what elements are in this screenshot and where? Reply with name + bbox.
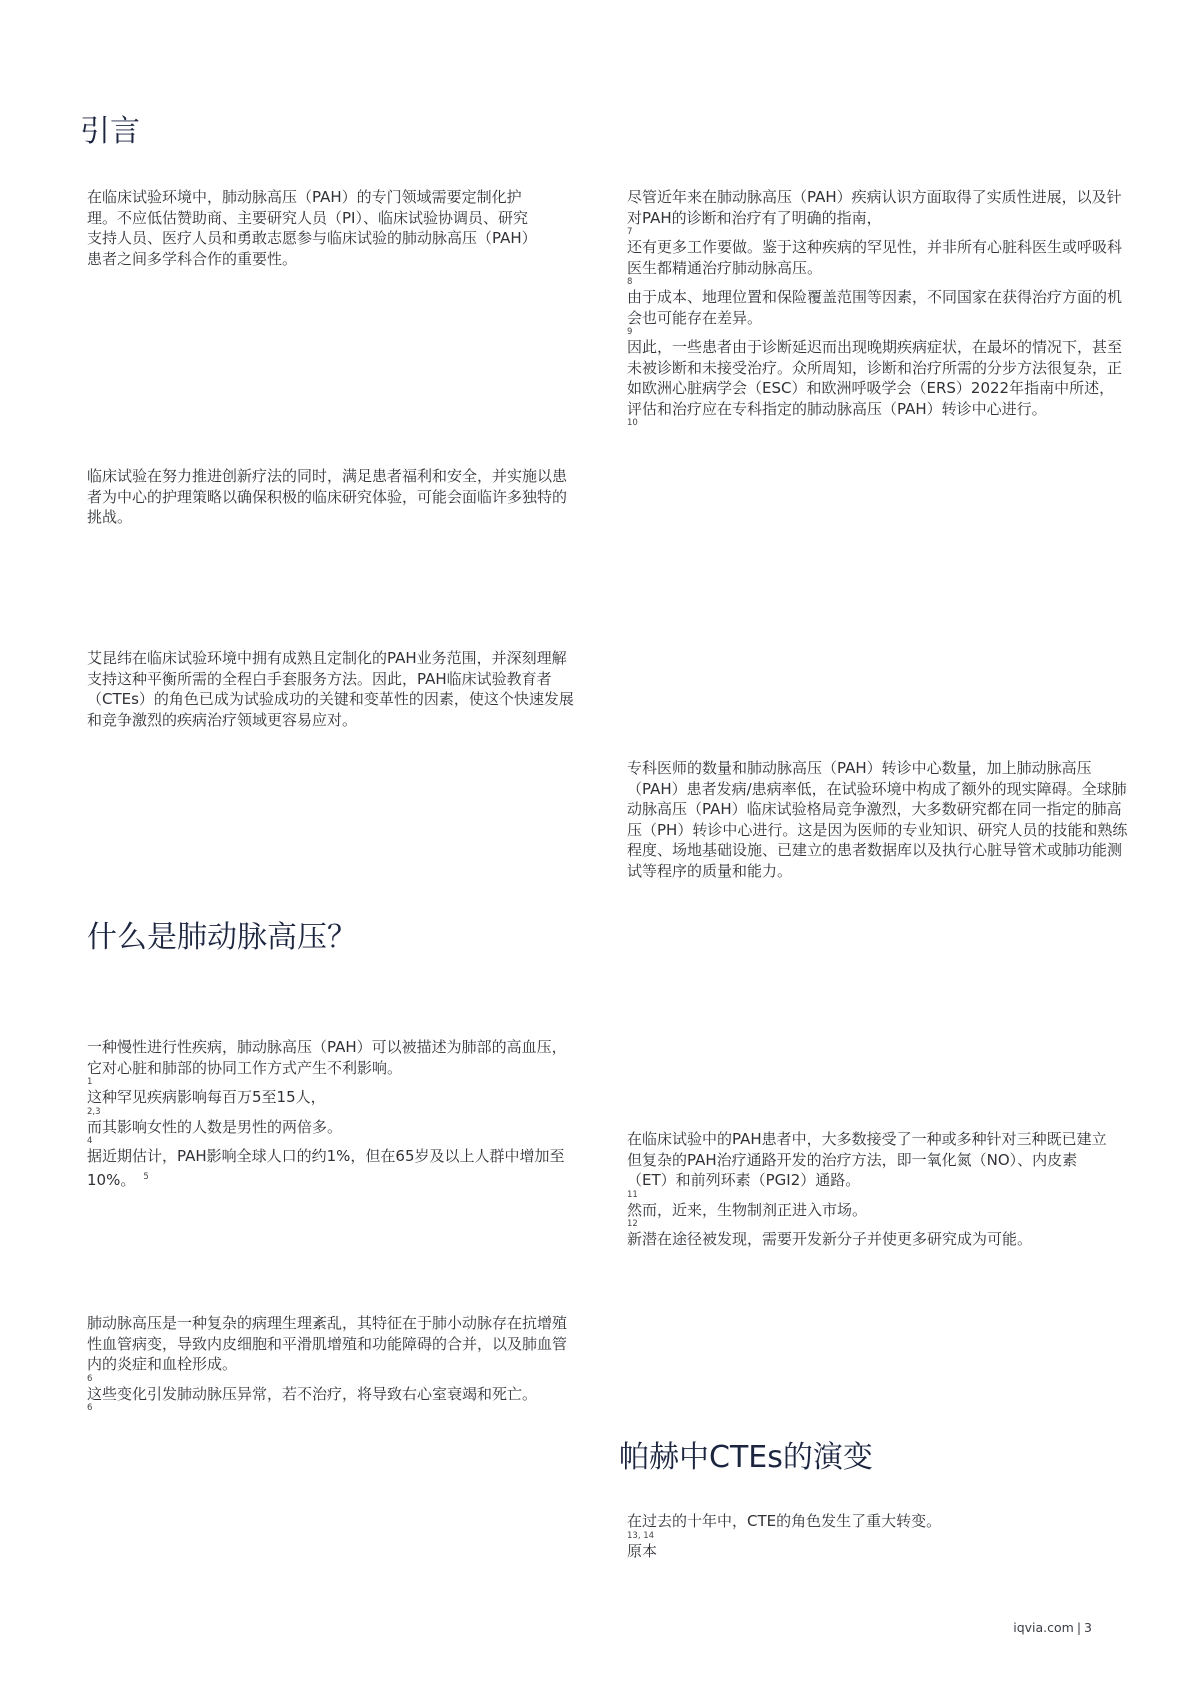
citation-5: 5 <box>143 1171 149 1182</box>
pah-definition-paragraph <box>87 1037 579 1190</box>
right-p1-text-1: 尽管近年来在肺动脉高压（PAH）疾病认识方面取得了实质性进展，以及针对PAH的诊断和治疗有了明确的指南， <box>627 188 1122 227</box>
right-p3-text-2: 然而，近来，生物制剂正进入市场。 <box>627 1200 868 1219</box>
pah-pathology-text-2: 这些变化引发肺动脉压异常，若不治疗，将导致右心室衰竭和死亡。 <box>87 1384 538 1403</box>
intro-paragraph-2: 临床试验在努力推进创新疗法的同时，满足患者福利和安全，并实施以患者为中心的护理策略以确保积极的临床研究体验，可能会面临许多独特的挑战。 <box>87 467 568 526</box>
pah-pathology-text-1: 肺动脉高压是一种复杂的病理生理紊乱，其特征在于肺小动脉存在抗增殖性血管病变，导致内皮细胞和平滑肌增殖和功能障碍的合并，以及肺血管内的炎症和血栓形成。 <box>87 1314 568 1373</box>
pah-definition-text-4-body: 据近期估计，PAH影响全球人口的约1%，但在65岁及以上人群中增加至10%。 <box>87 1147 565 1189</box>
citation-12: 12 <box>627 1219 638 1229</box>
citation-7: 7 <box>627 227 633 237</box>
right-p4-text-1: 在过去的十年中，CTE的角色发生了重大转变。 <box>627 1512 942 1530</box>
right-paragraph-3 <box>627 1129 1114 1250</box>
pah-definition-text-2: 这种罕见疾病影响每百万5至15人， <box>87 1088 326 1106</box>
page-number: 3 <box>1084 1620 1092 1635</box>
right-p3-text-1: 在临床试验中的PAH患者中，大多数接受了一种或多种针对三种既已建立但复杂的PAH治疗通路开发的治疗方法，即一氧化氮（NO）、内皮素（ET）和前列环素（PGI2）通路。 <box>627 1130 1107 1189</box>
right-p3-text-3: 新潜在途径被发现，需要开发新分子并使更多研究成为可能。 <box>627 1230 1033 1248</box>
citation-1: 1 <box>87 1077 93 1087</box>
right-paragraph-2: 专科医师的数量和肺动脉高压（PAH）转诊中心数量，加上肺动脉高压（PAH）患者发病/患病率低，在试验环境中构成了额外的现实障碍。全球肺动脉高压（PAH）临床试验格局竞争激烈，大多数研究都在同一指定的肺高压（PH）转诊中心进行。这是因为医师的专业知识、研究人员的技能和熟练程度、场地基础设施、已建立的患者数据库以及执行心脏导管术或肺功能测试等程序的质量和能力。 <box>627 759 1128 880</box>
pah-definition-text-1: 一种慢性进行性疾病，肺动脉高压（PAH）可以被描述为肺部的高血压，它对心脏和肺部的协同工作方式产生不利影响。 <box>87 1038 567 1077</box>
intro-paragraph-1: 在临床试验环境中，肺动脉高压（PAH）的专门领域需要定制化护理。不应低估赞助商、主要研究人员（PI）、临床试验协调员、研究支持人员、医疗人员和勇敢志愿参与临床试验的肺动脉高压（PAH）患者之间多学科合作的重要性。 <box>87 188 537 268</box>
page-footer <box>1013 1620 1092 1635</box>
citation-13-14: 13, 14 <box>627 1530 655 1541</box>
citation-2-3: 2,3 <box>87 1106 101 1117</box>
pah-definition-text-4 <box>87 1146 579 1190</box>
intro-heading: 引言 <box>80 114 140 149</box>
footer-site-link[interactable]: iqvia.com <box>1013 1620 1074 1635</box>
citation-9: 9 <box>627 327 633 337</box>
citation-10: 10 <box>627 418 638 428</box>
right-p1-text-3: 由于成本、地理位置和保险覆盖范围等因素，不同国家在获得治疗方面的机会也可能存在差异。 <box>627 288 1123 327</box>
citation-6b: 6 <box>87 1403 93 1413</box>
pah-definition-text-3: 而其影响女性的人数是男性的两倍多。 <box>87 1117 343 1136</box>
right-paragraph-4 <box>627 1511 1117 1561</box>
footer-separator: | <box>1076 1620 1082 1635</box>
citation-6a: 6 <box>87 1373 93 1384</box>
intro-paragraph-3: 艾昆纬在临床试验环境中拥有成熟且定制化的PAH业务范围，并深刻理解支持这种平衡所需的全程白手套服务方法。因此，PAH临床试验教育者（CTEs）的角色已成为试验成功的关键和变革性的因素，使这个快速发展和竞争激烈的疾病治疗领域更容易应对。 <box>87 649 574 729</box>
citation-8: 8 <box>627 277 633 287</box>
right-p4-text-2: 原本 <box>627 1541 658 1560</box>
right-p1-text-4: 因此，一些患者由于诊断延迟而出现晚期疾病症状，在最坏的情况下，甚至未被诊断和未接受治疗。众所周知，诊断和治疗所需的分步方法很复杂，正如欧洲心脏病学会（ESC）和欧洲呼吸学会（ERS）2022年指南中所述，评估和治疗应在专科指定的肺动脉高压（PAH）转诊中心进行。 <box>627 338 1123 418</box>
right-paragraph-1 <box>627 187 1127 428</box>
right-p1-text-2: 还有更多工作要做。鉴于这种疾病的罕见性，并非所有心脏科医生或呼吸科医生都精通治疗肺动脉高压。 <box>627 238 1123 277</box>
citation-4: 4 <box>87 1136 93 1146</box>
citation-11: 11 <box>627 1189 638 1200</box>
what-is-pah-heading: 什么是肺动脉高压？ <box>87 920 357 955</box>
cte-evolution-heading: 帕赫中CTEs的演变 <box>619 1440 873 1475</box>
pah-pathology-paragraph <box>87 1313 577 1413</box>
